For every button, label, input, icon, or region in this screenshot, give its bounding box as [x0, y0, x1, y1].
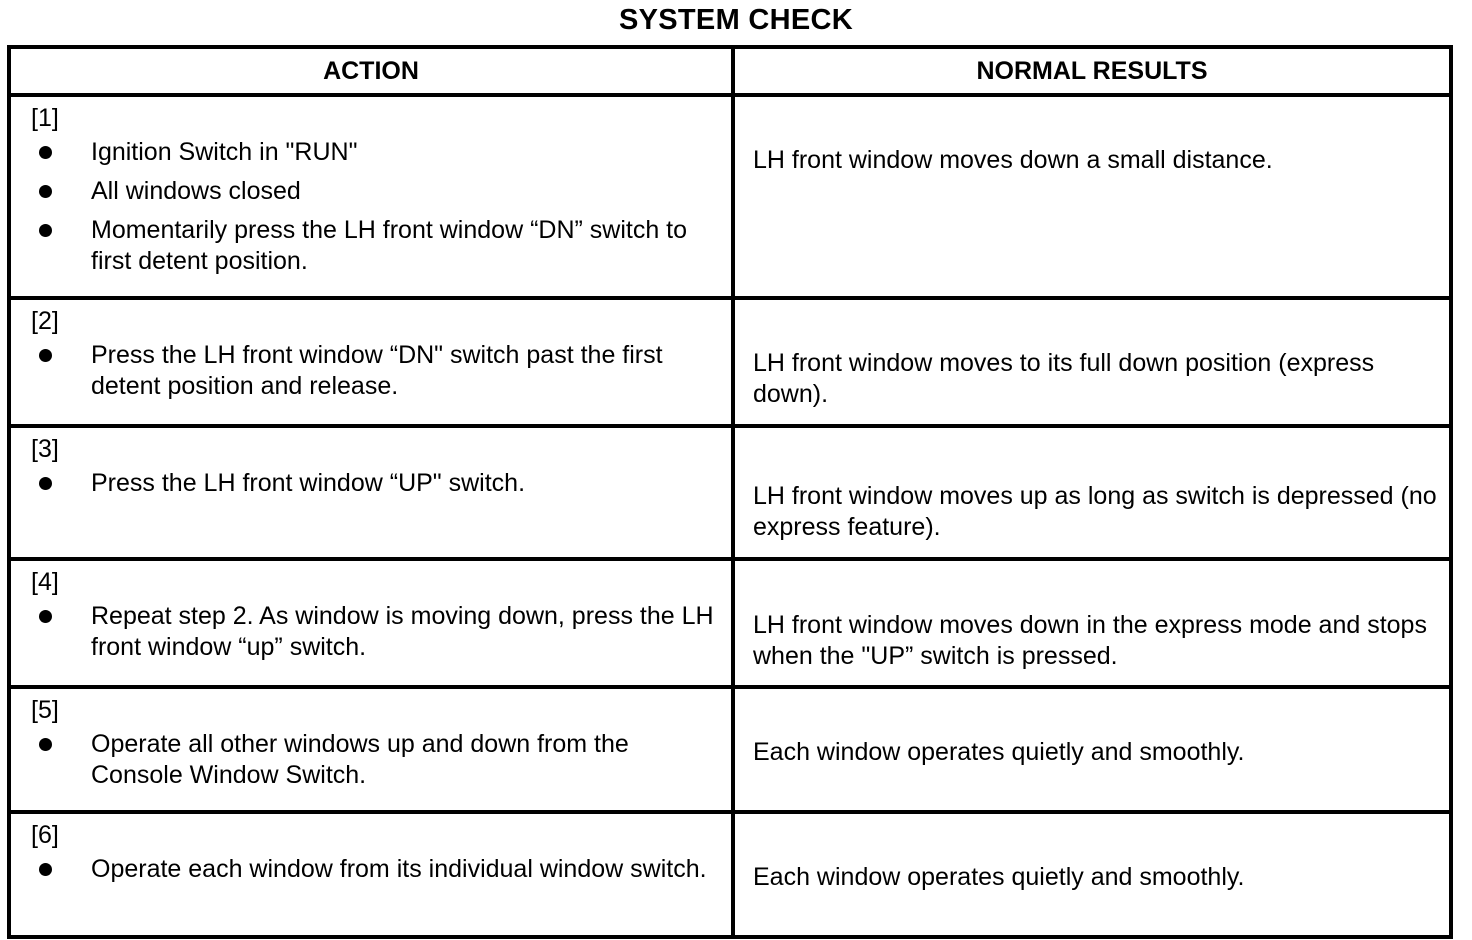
action-text: Press the LH front window “UP" switch.	[91, 469, 526, 497]
table-row	[9, 95, 1451, 298]
result-cell	[733, 95, 1451, 298]
action-list	[11, 854, 731, 885]
step-number: [1]	[31, 104, 59, 132]
bullet-icon	[39, 610, 52, 623]
table-header-row	[9, 47, 1451, 95]
list-item	[11, 854, 731, 885]
bullet-icon	[39, 863, 52, 876]
table-row	[9, 426, 1451, 559]
step-number: [5]	[31, 696, 59, 724]
result-cell	[733, 812, 1451, 937]
action-text: Operate all other windows up and down from the Console Window Switch.	[91, 730, 629, 789]
action-text: Operate each window from its individual window switch.	[91, 855, 707, 883]
action-cell	[9, 426, 733, 559]
action-cell	[9, 687, 733, 812]
table-row	[9, 559, 1451, 687]
action-list	[11, 137, 731, 277]
result-text: LH front window moves up as long as switch is depressed (no express feature).	[753, 482, 1437, 541]
bullet-icon	[39, 185, 52, 198]
table-row	[9, 687, 1451, 812]
list-item	[11, 468, 731, 499]
list-item	[11, 340, 731, 402]
action-text: Repeat step 2. As window is moving down, press the LH front window “up” switch.	[91, 602, 714, 661]
list-item	[11, 137, 731, 168]
action-cell	[9, 559, 733, 687]
system-check-table	[7, 45, 1453, 939]
result-text: LH front window moves down a small distance.	[753, 146, 1273, 174]
result-cell	[733, 687, 1451, 812]
result-cell	[733, 426, 1451, 559]
step-number: [3]	[31, 435, 59, 463]
bullet-icon	[39, 477, 52, 490]
table-row	[9, 812, 1451, 937]
action-cell	[9, 95, 733, 298]
list-item	[11, 729, 731, 791]
action-column-header: ACTION	[9, 47, 733, 95]
action-cell	[9, 812, 733, 937]
action-list	[11, 340, 731, 402]
results-column-header: NORMAL RESULTS	[733, 47, 1451, 95]
action-text: Momentarily press the LH front window “DN” switch to first detent position.	[91, 216, 688, 275]
list-item	[11, 176, 731, 207]
result-text: Each window operates quietly and smoothly.	[753, 738, 1245, 766]
action-list	[11, 468, 731, 499]
bullet-icon	[39, 146, 52, 159]
result-text: Each window operates quietly and smoothly.	[753, 863, 1245, 891]
page-title: SYSTEM CHECK	[618, 4, 853, 36]
action-cell	[9, 298, 733, 426]
table-row	[9, 298, 1451, 426]
step-number: [2]	[31, 307, 59, 335]
bullet-icon	[39, 349, 52, 362]
list-item	[11, 215, 731, 277]
result-text: LH front window moves down in the express mode and stops when the "UP” switch is pressed.	[753, 611, 1427, 670]
action-text: Press the LH front window “DN" switch past the first detent position and release.	[91, 341, 663, 400]
result-cell	[733, 298, 1451, 426]
list-item	[11, 601, 731, 663]
action-list	[11, 601, 731, 663]
result-text: LH front window moves to its full down position (express down).	[753, 349, 1375, 408]
action-text: Ignition Switch in "RUN"	[91, 138, 358, 166]
bullet-icon	[39, 738, 52, 751]
action-list	[11, 729, 731, 791]
action-text: All windows closed	[91, 177, 301, 205]
bullet-icon	[39, 224, 52, 237]
result-cell	[733, 559, 1451, 687]
step-number: [4]	[31, 568, 59, 596]
step-number: [6]	[31, 821, 59, 849]
